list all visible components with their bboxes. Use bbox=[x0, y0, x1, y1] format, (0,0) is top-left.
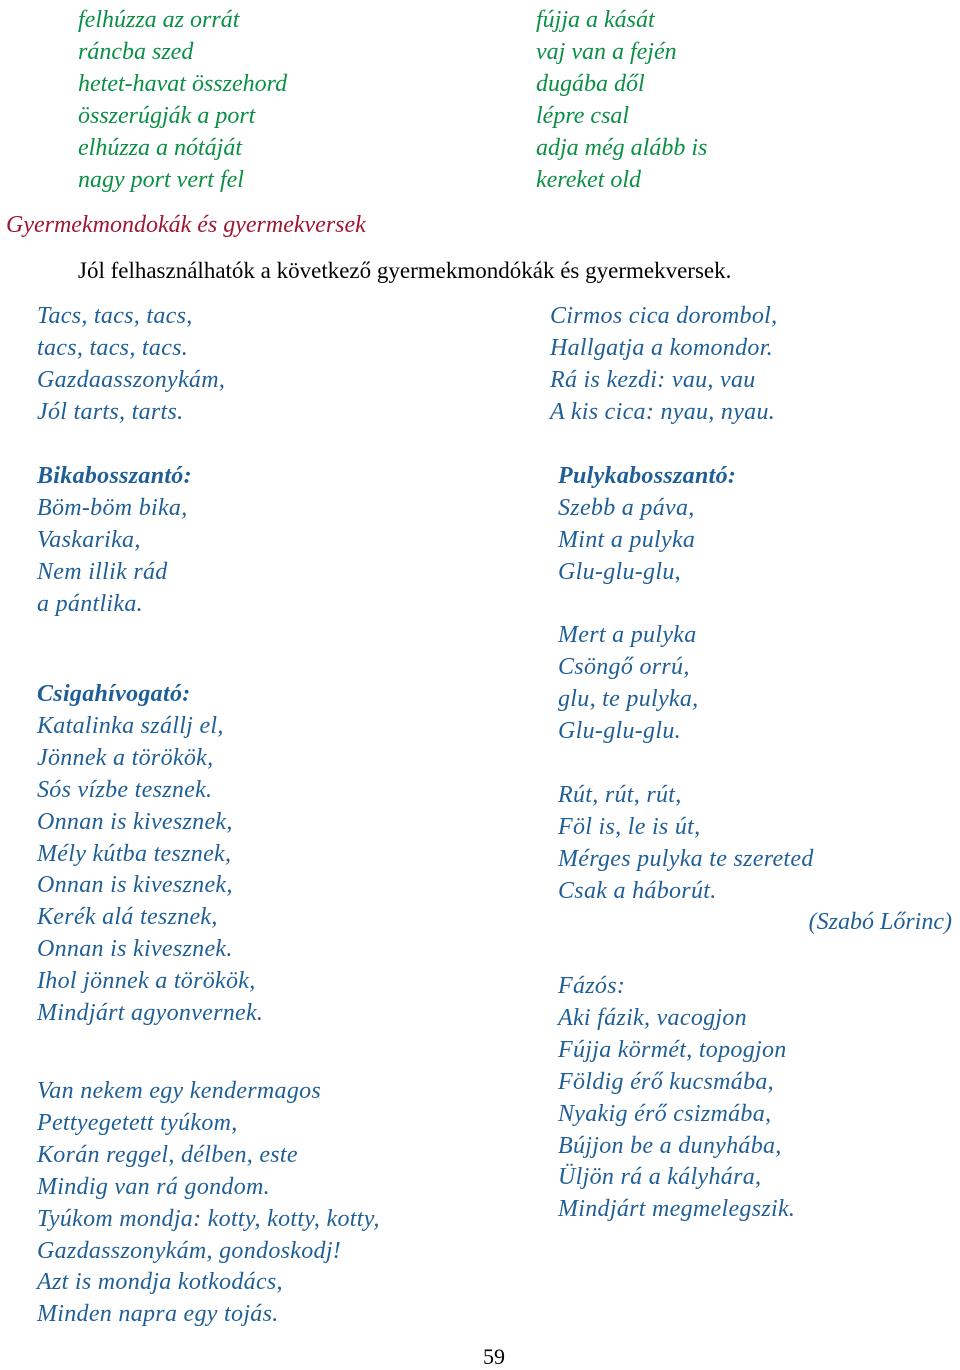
poem-line: Glu-glu-glu. bbox=[558, 717, 681, 744]
verse-line: dugába dől bbox=[536, 71, 645, 97]
poem-fazos bbox=[558, 971, 795, 1226]
poem-line: Nyakig érő csizmába, bbox=[558, 1100, 772, 1127]
poem-line: Rá is kezdi: vau, vau bbox=[550, 366, 756, 393]
poem-line: Mint a pulyka bbox=[558, 526, 696, 553]
verse-line: elhúzza a nótáját bbox=[78, 135, 243, 161]
poem-line: Mély kútba tesznek, bbox=[37, 840, 232, 867]
poem-tacs bbox=[37, 301, 225, 429]
poem-line: Nem illik rád bbox=[37, 558, 168, 585]
verse-line: felhúzza az orrát bbox=[78, 7, 240, 33]
verse-line: hetet-havat összehord bbox=[78, 71, 288, 97]
poem-line: Föl is, le is út, bbox=[558, 813, 701, 840]
poem-line: Mérges pulyka te szereted bbox=[558, 845, 814, 872]
poem-pulyka-stanza-2 bbox=[558, 620, 698, 748]
poem-line: a pántlika. bbox=[37, 590, 143, 617]
poem-author: (Szabó Lőrinc) bbox=[808, 909, 952, 935]
verse-line: fújja a kását bbox=[536, 7, 655, 33]
poem-title: Csigahívogató: bbox=[37, 681, 191, 707]
poem-line: Jönnek a törökök, bbox=[37, 744, 214, 771]
poem-title: Pulykabosszantó: bbox=[558, 463, 737, 489]
verse-line: összerúgják a port bbox=[78, 103, 256, 129]
poem-line: glu, te pulyka, bbox=[558, 685, 699, 712]
verse-line: adja még alább is bbox=[536, 135, 708, 161]
poem-line: Van nekem egy kendermagos bbox=[37, 1078, 322, 1104]
poem-line: Kerék alá tesznek, bbox=[37, 904, 218, 931]
poem-csigahivogato bbox=[37, 679, 263, 1030]
poem-line: Ihol jönnek a törökök, bbox=[37, 968, 256, 995]
poem-line: A kis cica: nyau, nyau. bbox=[550, 398, 776, 425]
poem-line: Gazdasszonykám, gondoskodj! bbox=[37, 1237, 342, 1264]
poem-pulykabosszanto bbox=[558, 461, 736, 589]
poem-line: Bújjon be a dunyhába, bbox=[558, 1132, 782, 1159]
section-heading: Gyermekmondokák és gyermekversek bbox=[6, 212, 366, 238]
verse-line: ráncba szed bbox=[78, 39, 194, 65]
verse-line: kereket old bbox=[536, 167, 642, 193]
poem-line: Azt is mondja kotkodács, bbox=[37, 1269, 283, 1296]
poem-line: Csöngő orrú, bbox=[558, 653, 690, 680]
poem-line: Aki fázik, vacogjon bbox=[558, 1004, 747, 1031]
poem-line: Hallgatja a komondor. bbox=[550, 334, 773, 361]
poem-line: Onnan is kivesznek. bbox=[37, 936, 233, 963]
poem-line: Mindig van rá gondom. bbox=[37, 1173, 270, 1200]
intro-text: Jól felhasználhatók a következő gyermekmondókák és gyermekversek. bbox=[78, 258, 732, 283]
poem-line: Onnan is kivesznek, bbox=[37, 872, 233, 899]
poem-title: Bikabosszantó: bbox=[37, 463, 192, 489]
poem-line: Fújja körmét, topogjon bbox=[558, 1036, 787, 1063]
poem-line: Mindjárt agyonvernek. bbox=[37, 1000, 264, 1027]
verse-line: lépre csal bbox=[536, 103, 630, 129]
poem-line: Mindjárt megmelegszik. bbox=[558, 1196, 796, 1223]
poem-line: Onnan is kivesznek, bbox=[37, 808, 233, 835]
poem-line: Csak a háborút. bbox=[558, 877, 717, 904]
poem-line: tacs, tacs, tacs. bbox=[37, 334, 189, 361]
poem-kendermagos bbox=[37, 1076, 380, 1331]
poem-line: Pettyegetett tyúkom, bbox=[37, 1109, 238, 1136]
verse-line: vaj van a fején bbox=[536, 39, 677, 65]
top-verse-right bbox=[536, 4, 707, 196]
poem-title: Fázós: bbox=[558, 973, 626, 999]
poem-line: Rút, rút, rút, bbox=[558, 782, 682, 808]
poem-line: Cirmos cica dorombol, bbox=[550, 303, 778, 329]
poem-line: Böm-böm bika, bbox=[37, 494, 188, 521]
poem-line: Vaskarika, bbox=[37, 526, 141, 553]
poem-line: Korán reggel, délben, este bbox=[37, 1141, 298, 1168]
poem-line: Glu-glu-glu, bbox=[558, 558, 681, 585]
page-number: 59 bbox=[483, 1344, 505, 1369]
poem-line: Üljön rá a kályhára, bbox=[558, 1164, 762, 1191]
poem-line: Tacs, tacs, tacs, bbox=[37, 303, 193, 329]
poem-line: Tyúkom mondja: kotty, kotty, kotty, bbox=[37, 1205, 380, 1232]
poem-line: Szebb a páva, bbox=[558, 494, 695, 521]
poem-line: Jól tarts, tarts. bbox=[37, 398, 184, 425]
top-verse-left bbox=[78, 4, 287, 196]
verse-line: nagy port vert fel bbox=[78, 167, 244, 193]
poem-line: Sós vízbe tesznek. bbox=[37, 776, 213, 803]
poem-pulyka-stanza-3 bbox=[558, 780, 814, 908]
poem-line: Katalinka szállj el, bbox=[37, 712, 224, 739]
poem-line: Gazdaasszonykám, bbox=[37, 366, 226, 393]
poem-line: Földig érő kucsmába, bbox=[558, 1068, 774, 1095]
poem-cirmos-cica bbox=[550, 301, 777, 429]
poem-line: Mert a pulyka bbox=[558, 622, 697, 648]
poem-line: Minden napra egy tojás. bbox=[37, 1301, 279, 1328]
poem-bikabosszanto bbox=[37, 461, 192, 621]
